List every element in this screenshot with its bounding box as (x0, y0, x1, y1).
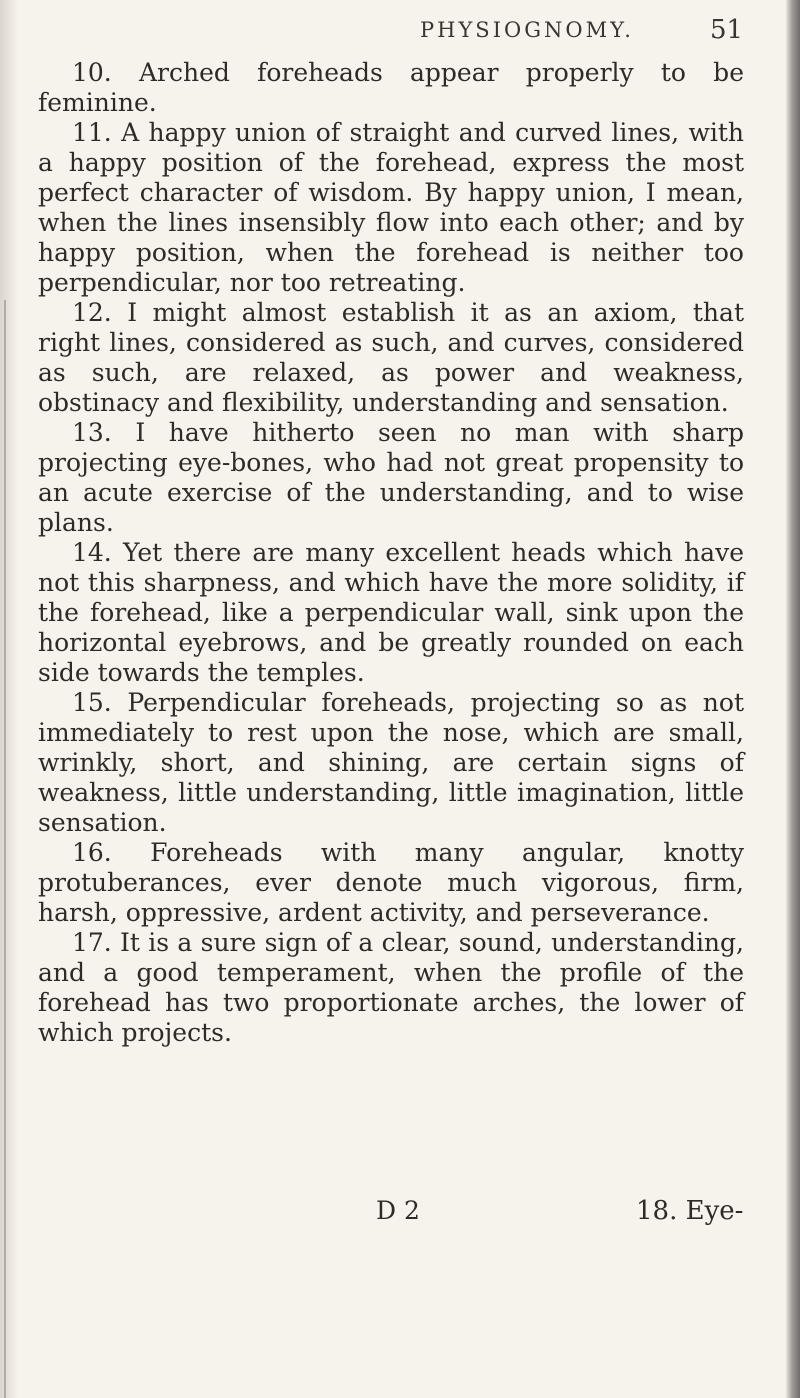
paragraph-12: 12. I might almost establish it as an axiom, that right lines, considered as such, and curves, considered as such, are relaxed, as power and weakness, obstinacy and flexibility, understanding and sensation. (38, 298, 744, 417)
page-number: 51 (710, 15, 744, 45)
paragraph-17: 17. It is a sure sign of a clear, sound, understanding, and a good temperament, when the profile of the forehead has two proportionate arches, the lower of which projects. (38, 928, 744, 1047)
signature-mark: D 2 (376, 1196, 420, 1225)
paragraph-10: 10. Arched foreheads appear properly to be feminine. (38, 58, 744, 117)
body-text (38, 58, 744, 1048)
paragraph-14: 14. Yet there are many excellent heads which have not this sharpness, and which have the more solidity, if the forehead, like a perpendicular wall, sink upon the horizontal eyebrows, and be greatly rounded on each side towards the temples. (38, 538, 744, 687)
page-footer (0, 1194, 800, 1228)
paragraph-13: 13. I have hitherto seen no man with sharp projecting eye-bones, who had not great propensity to an acute exercise of the understanding, and to wise plans. (38, 418, 744, 537)
paragraph-16: 16. Foreheads with many angular, knotty protuberances, ever denote much vigorous, firm, harsh, oppressive, ardent activity, and perseverance. (38, 838, 744, 927)
paragraph-11: 11. A happy union of straight and curved lines, with a happy position of the forehead, express the most perfect character of wisdom. By happy union, I mean, when the lines insensibly flow into each other; and by happy position, when the forehead is neither too perpendicular, nor too retreating. (38, 118, 744, 297)
running-title: PHYSIOGNOMY. (420, 18, 634, 42)
paragraph-15: 15. Perpendicular foreheads, projecting so as not immediately to rest upon the nose, which are small, wrinkly, short, and shining, are certain signs of weakness, little understanding, little imagination, little sensation. (38, 688, 744, 837)
page-edge-shadow (4, 300, 6, 1398)
running-head (0, 10, 800, 50)
catchword: 18. Eye- (636, 1196, 744, 1226)
